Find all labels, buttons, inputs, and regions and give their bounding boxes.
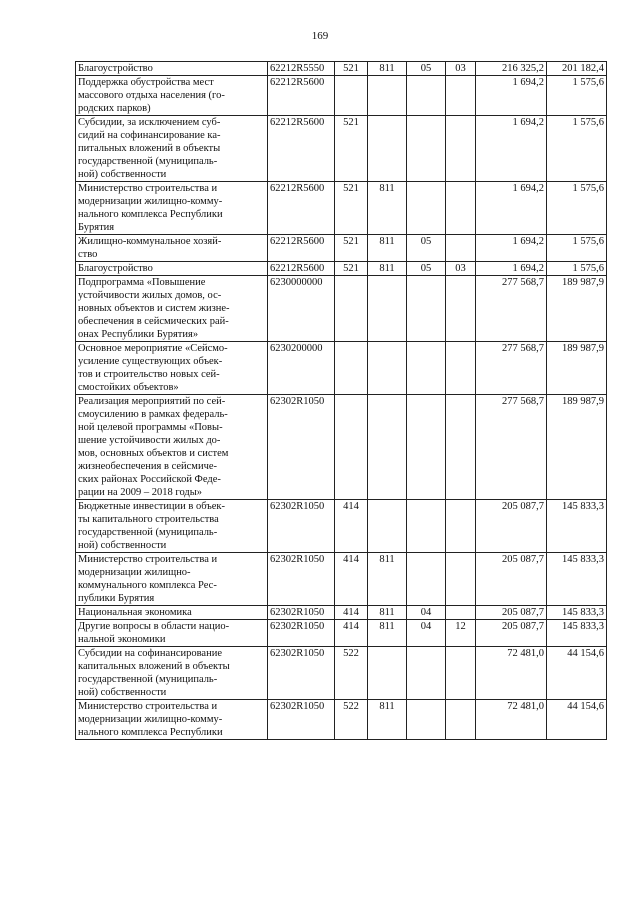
row-vr-cell: 414 (335, 500, 368, 553)
row-code-cell: 62302R1050 (268, 395, 335, 500)
row-rz-cell (407, 76, 446, 116)
row-sum2-cell: 44 154,6 (547, 647, 607, 700)
row-grbs-cell (368, 116, 407, 182)
row-name-cell: Министерство строительства и модернизации жилищно- коммунального комплекса Рес- публики Бурятия (76, 553, 268, 606)
row-vr-cell: 414 (335, 620, 368, 647)
row-code-cell: 62302R1050 (268, 553, 335, 606)
row-name-cell: Благоустройство (76, 62, 268, 76)
row-vr-cell (335, 76, 368, 116)
row-sum2-cell: 201 182,4 (547, 62, 607, 76)
row-pr-cell (446, 276, 476, 342)
row-sum2-cell: 1 575,6 (547, 116, 607, 182)
row-grbs-cell: 811 (368, 262, 407, 276)
row-pr-cell (446, 395, 476, 500)
table-row (76, 342, 607, 395)
row-sum1-cell: 205 087,7 (476, 500, 547, 553)
row-vr-cell: 521 (335, 262, 368, 276)
row-rz-cell (407, 553, 446, 606)
row-rz-cell: 05 (407, 262, 446, 276)
row-vr-cell: 521 (335, 182, 368, 235)
row-vr-cell (335, 276, 368, 342)
row-vr-cell (335, 342, 368, 395)
row-sum1-cell: 72 481,0 (476, 700, 547, 740)
row-sum1-cell: 205 087,7 (476, 620, 547, 647)
table-row (76, 182, 607, 235)
row-pr-cell: 12 (446, 620, 476, 647)
row-grbs-cell (368, 76, 407, 116)
row-grbs-cell: 811 (368, 700, 407, 740)
row-pr-cell (446, 76, 476, 116)
row-sum1-cell: 216 325,2 (476, 62, 547, 76)
row-sum2-cell: 145 833,3 (547, 606, 607, 620)
row-name-cell: Другие вопросы в области нацио- нальной экономики (76, 620, 268, 647)
row-pr-cell (446, 500, 476, 553)
row-name-cell: Субсидии на софинансирование капитальных вложений в объекты государственной (муниципаль- ной) собственности (76, 647, 268, 700)
row-rz-cell (407, 116, 446, 182)
row-name-cell: Основное мероприятие «Сейсмо- усиление существующих объек- тов и строительство новых сей- смостойких объектов» (76, 342, 268, 395)
row-rz-cell (407, 395, 446, 500)
budget-table (75, 61, 607, 740)
row-sum1-cell: 205 087,7 (476, 553, 547, 606)
table-row (76, 620, 607, 647)
row-pr-cell (446, 700, 476, 740)
row-vr-cell: 414 (335, 553, 368, 606)
row-code-cell: 62212R5600 (268, 76, 335, 116)
table-row (76, 62, 607, 76)
row-name-cell: Министерство строительства и модернизации жилищно-комму- нального комплекса Республики (76, 700, 268, 740)
row-sum2-cell: 189 987,9 (547, 276, 607, 342)
row-rz-cell (407, 276, 446, 342)
row-code-cell: 62302R1050 (268, 620, 335, 647)
row-pr-cell (446, 606, 476, 620)
row-rz-cell (407, 182, 446, 235)
row-name-cell: Бюджетные инвестиции в объек- ты капитального строительства государственной (муниципаль- ной) собственности (76, 500, 268, 553)
row-code-cell: 62212R5550 (268, 62, 335, 76)
row-pr-cell (446, 342, 476, 395)
row-sum1-cell: 1 694,2 (476, 182, 547, 235)
row-rz-cell (407, 647, 446, 700)
row-name-cell: Поддержка обустройства мест массового отдыха населения (го- родских парков) (76, 76, 268, 116)
row-pr-cell (446, 553, 476, 606)
row-pr-cell (446, 182, 476, 235)
row-name-cell: Субсидии, за исключением суб- сидий на софинансирование ка- питальных вложений в объекты государственной (муниципаль- ной) собственности (76, 116, 268, 182)
table-row (76, 647, 607, 700)
row-name-cell: Подпрограмма «Повышение устойчивости жилых домов, ос- новных объектов и систем жизне- обеспечения в сейсмических рай- онах Республики Бурятия» (76, 276, 268, 342)
row-vr-cell: 414 (335, 606, 368, 620)
table-row (76, 116, 607, 182)
row-grbs-cell (368, 276, 407, 342)
table-row (76, 235, 607, 262)
row-grbs-cell: 811 (368, 620, 407, 647)
row-sum1-cell: 72 481,0 (476, 647, 547, 700)
row-grbs-cell: 811 (368, 606, 407, 620)
row-sum2-cell: 189 987,9 (547, 342, 607, 395)
table-row (76, 500, 607, 553)
row-sum2-cell: 145 833,3 (547, 553, 607, 606)
row-code-cell: 62302R1050 (268, 647, 335, 700)
row-sum1-cell: 277 568,7 (476, 276, 547, 342)
row-pr-cell (446, 235, 476, 262)
row-rz-cell: 04 (407, 620, 446, 647)
row-name-cell: Благоустройство (76, 262, 268, 276)
row-code-cell: 62302R1050 (268, 700, 335, 740)
row-grbs-cell (368, 395, 407, 500)
row-pr-cell (446, 647, 476, 700)
row-code-cell: 62302R1050 (268, 500, 335, 553)
row-sum2-cell: 145 833,3 (547, 620, 607, 647)
row-sum2-cell: 1 575,6 (547, 182, 607, 235)
row-grbs-cell: 811 (368, 235, 407, 262)
row-rz-cell: 05 (407, 62, 446, 76)
row-rz-cell: 04 (407, 606, 446, 620)
row-code-cell: 6230200000 (268, 342, 335, 395)
row-grbs-cell (368, 342, 407, 395)
table-row (76, 76, 607, 116)
row-rz-cell (407, 342, 446, 395)
row-grbs-cell (368, 500, 407, 553)
row-code-cell: 62212R5600 (268, 182, 335, 235)
row-rz-cell (407, 500, 446, 553)
row-vr-cell: 521 (335, 62, 368, 76)
row-name-cell: Министерство строительства и модернизации жилищно-комму- нального комплекса Республики Бурятия (76, 182, 268, 235)
table-row (76, 262, 607, 276)
row-sum2-cell: 1 575,6 (547, 235, 607, 262)
row-vr-cell (335, 395, 368, 500)
table-row (76, 606, 607, 620)
row-code-cell: 62302R1050 (268, 606, 335, 620)
row-sum2-cell: 1 575,6 (547, 76, 607, 116)
row-code-cell: 62212R5600 (268, 262, 335, 276)
row-sum1-cell: 277 568,7 (476, 342, 547, 395)
table-row (76, 700, 607, 740)
row-code-cell: 62212R5600 (268, 235, 335, 262)
row-sum1-cell: 1 694,2 (476, 262, 547, 276)
row-sum2-cell: 44 154,6 (547, 700, 607, 740)
row-code-cell: 6230000000 (268, 276, 335, 342)
row-pr-cell: 03 (446, 62, 476, 76)
row-vr-cell: 521 (335, 235, 368, 262)
row-name-cell: Реализация мероприятий по сей- смоусилению в рамках федераль- ной целевой программы «Повы- шение устойчивости жилых до- мов, основных объектов и систем жизнеобеспечения в сейсмиче- ских районах Российской Феде- рации на 2009 – 2018 годы» (76, 395, 268, 500)
row-vr-cell: 522 (335, 700, 368, 740)
row-pr-cell (446, 116, 476, 182)
row-sum2-cell: 1 575,6 (547, 262, 607, 276)
table-row (76, 276, 607, 342)
row-vr-cell: 522 (335, 647, 368, 700)
row-sum2-cell: 145 833,3 (547, 500, 607, 553)
table-row (76, 553, 607, 606)
row-sum2-cell: 189 987,9 (547, 395, 607, 500)
row-vr-cell: 521 (335, 116, 368, 182)
row-grbs-cell: 811 (368, 182, 407, 235)
row-grbs-cell (368, 647, 407, 700)
row-rz-cell: 05 (407, 235, 446, 262)
row-sum1-cell: 1 694,2 (476, 76, 547, 116)
row-pr-cell: 03 (446, 262, 476, 276)
row-code-cell: 62212R5600 (268, 116, 335, 182)
row-rz-cell (407, 700, 446, 740)
row-grbs-cell: 811 (368, 553, 407, 606)
row-sum1-cell: 277 568,7 (476, 395, 547, 500)
row-name-cell: Жилищно-коммунальное хозяй- ство (76, 235, 268, 262)
row-sum1-cell: 1 694,2 (476, 116, 547, 182)
page-number: 169 (311, 30, 329, 42)
row-name-cell: Национальная экономика (76, 606, 268, 620)
row-grbs-cell: 811 (368, 62, 407, 76)
row-sum1-cell: 205 087,7 (476, 606, 547, 620)
table-row (76, 395, 607, 500)
row-sum1-cell: 1 694,2 (476, 235, 547, 262)
